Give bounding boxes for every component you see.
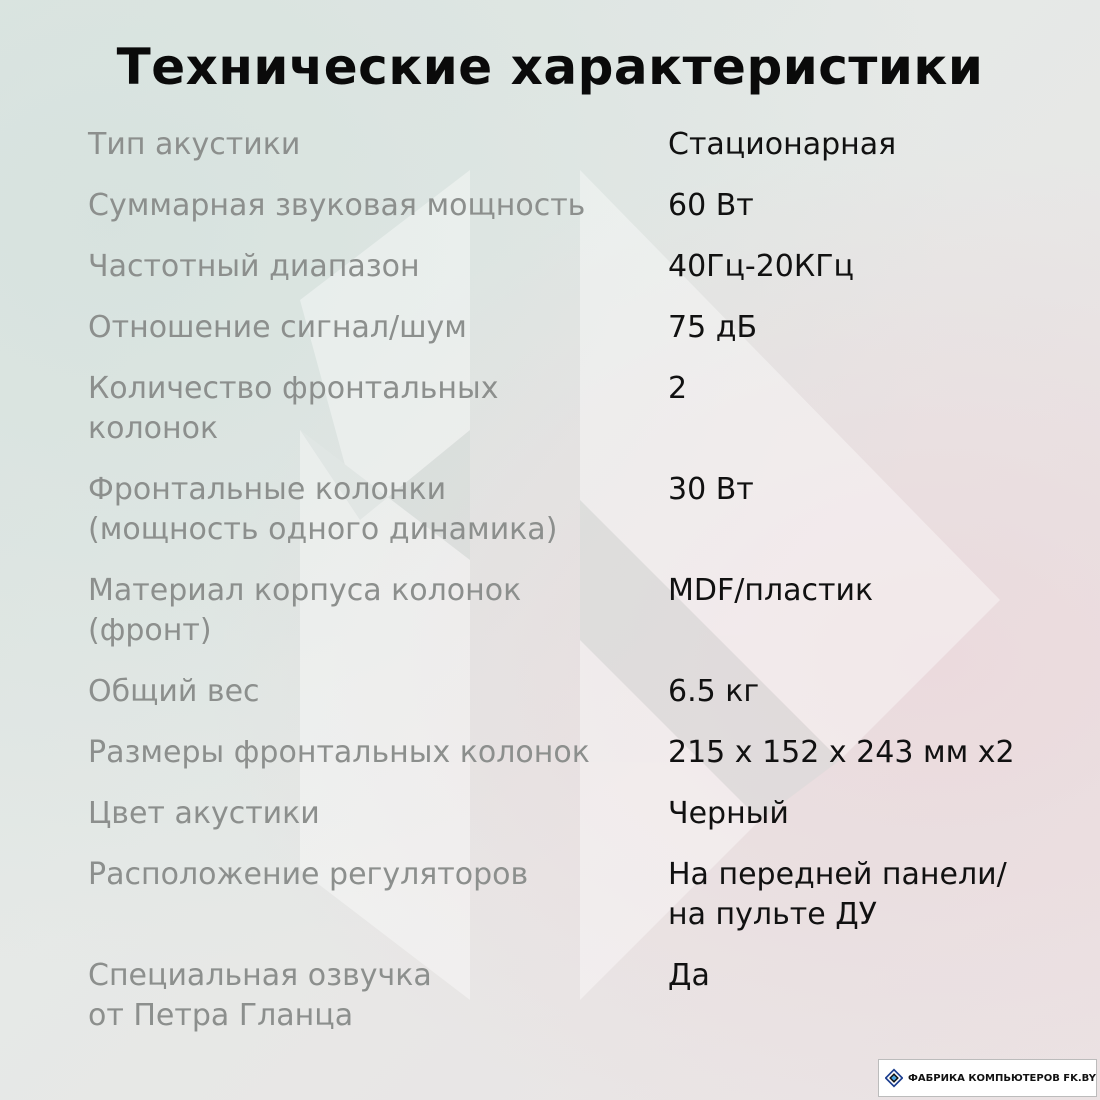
spec-label: Цвет акустики — [88, 796, 320, 831]
spec-row — [88, 733, 1058, 773]
spec-label: Размеры фронтальных колонок — [88, 735, 590, 770]
spec-row — [88, 369, 1058, 449]
spec-label: Специальная озвучка от Петра Гланца — [88, 958, 432, 1033]
spec-row — [88, 956, 1058, 1036]
spec-row — [88, 794, 1058, 834]
spec-value: 60 Вт — [668, 188, 754, 223]
spec-row — [88, 470, 1058, 550]
spec-label: Материал корпуса колонок (фронт) — [88, 573, 522, 648]
spec-table — [88, 125, 1058, 1057]
spec-label: Количество фронтальных колонок — [88, 371, 499, 446]
brand-badge[interactable] — [878, 1059, 1097, 1097]
spec-label: Отношение сигнал/шум — [88, 310, 467, 345]
spec-row — [88, 855, 1058, 935]
spec-value: Черный — [668, 796, 789, 831]
spec-row — [88, 125, 1058, 165]
spec-value: 6.5 кг — [668, 674, 760, 709]
spec-label: Общий вес — [88, 674, 260, 709]
spec-row — [88, 247, 1058, 287]
spec-value: 30 Вт — [668, 472, 754, 507]
fk-logo-icon — [885, 1065, 903, 1091]
spec-value: Да — [668, 958, 710, 993]
spec-value: Стационарная — [668, 127, 897, 162]
spec-label: Частотный диапазон — [88, 249, 420, 284]
spec-label: Тип акустики — [88, 127, 301, 162]
spec-label: Расположение регуляторов — [88, 857, 529, 892]
spec-label: Фронтальные колонки (мощность одного динамика) — [88, 472, 558, 547]
spec-value: 40Гц-20КГц — [668, 249, 854, 284]
spec-value: 75 дБ — [668, 310, 758, 345]
page-title: Технические характеристики — [116, 38, 984, 96]
brand-badge-text: ФАБРИКА КОМПЬЮТЕРОВ FK.BY — [907, 1072, 1096, 1084]
spec-row — [88, 186, 1058, 226]
spec-value: 215 x 152 x 243 мм x2 — [668, 735, 1015, 770]
spec-row — [88, 672, 1058, 712]
spec-value: 2 — [668, 371, 688, 406]
spec-row — [88, 308, 1058, 348]
spec-label: Суммарная звуковая мощность — [88, 188, 586, 223]
spec-row — [88, 571, 1058, 651]
spec-value: На передней панели/ на пульте ДУ — [668, 857, 1007, 932]
spec-value: MDF/пластик — [668, 573, 874, 608]
